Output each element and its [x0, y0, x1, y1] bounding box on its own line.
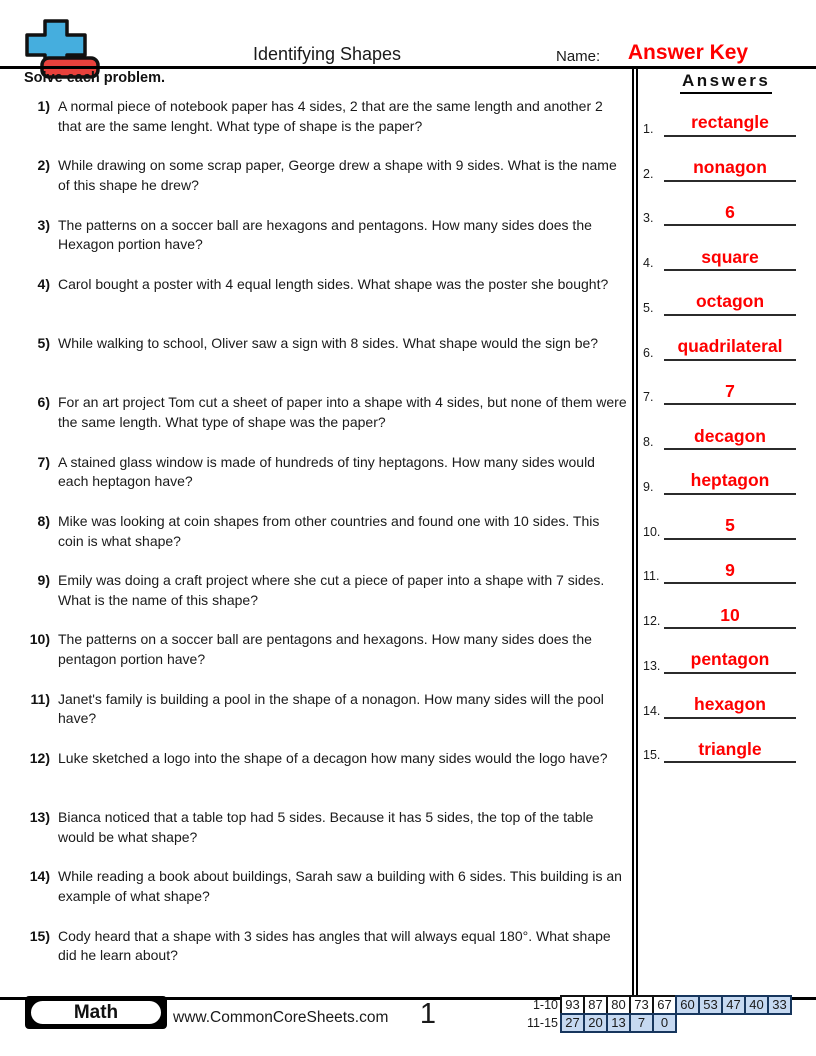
- answer-value: hexagon: [694, 694, 766, 715]
- score-cell: 73: [629, 995, 654, 1015]
- answer-value: pentagon: [690, 649, 770, 670]
- answer-number: 3.: [643, 211, 654, 226]
- answer-number: 7.: [643, 390, 654, 405]
- answer-number: 4.: [643, 256, 654, 271]
- question-text: Janet's family is building a pool in the shape of a nonagon. How many sides will the pool have?: [58, 690, 604, 727]
- answer-number: 8.: [643, 435, 654, 450]
- question-text: Mike was looking at coin shapes from other countries and found one with 10 sides. This coin is what shape?: [58, 512, 600, 549]
- answer-value: 9: [725, 559, 735, 580]
- answer-value: 7: [725, 380, 735, 401]
- answer-value: 10: [720, 604, 740, 625]
- answers-heading: Answers: [680, 71, 772, 94]
- website-url: www.CommonCoreSheets.com: [173, 1009, 389, 1026]
- answer-number: 5.: [643, 300, 654, 315]
- answer-row: [638, 720, 810, 765]
- answer-blank-line: [664, 601, 796, 629]
- answer-blank-line: [664, 735, 796, 763]
- question-row: [24, 927, 628, 986]
- question-row: [24, 156, 628, 215]
- answer-value: heptagon: [690, 470, 770, 491]
- header-divider-line: [0, 66, 816, 69]
- answer-key-label: Answer Key: [627, 41, 749, 64]
- answer-row: [638, 630, 810, 675]
- answer-row: [638, 585, 810, 630]
- score-table: [518, 995, 792, 1033]
- answer-number: 12.: [643, 614, 661, 629]
- score-cell: 40: [744, 995, 769, 1015]
- question-row: [24, 334, 628, 393]
- answer-blank-line: [664, 243, 796, 271]
- question-row: [24, 393, 628, 452]
- score-cell: 13: [606, 1013, 631, 1033]
- answer-blank-line: [664, 556, 796, 584]
- answer-row: [638, 406, 810, 451]
- question-text: A stained glass window is made of hundreds of tiny heptagons. How many sides would each heptagon have?: [58, 453, 595, 490]
- question-number: 14): [29, 868, 50, 885]
- question-number: 11): [30, 690, 50, 707]
- answer-number: 6.: [643, 345, 654, 360]
- subject-badge: [25, 996, 167, 1029]
- question-text: While walking to school, Oliver saw a sign with 8 sides. What shape would the sign be?: [58, 335, 599, 351]
- answer-blank-line: [664, 422, 796, 450]
- answer-number: 15.: [643, 748, 661, 763]
- question-row: [24, 690, 628, 749]
- question-number: 13): [29, 809, 50, 825]
- question-row: [24, 97, 628, 156]
- answer-blank-line: [664, 109, 796, 137]
- score-cell: 87: [583, 995, 608, 1015]
- question-row: [24, 512, 628, 571]
- score-cell: 20: [583, 1013, 608, 1033]
- answer-row: [638, 183, 810, 228]
- question-text: Bianca noticed that a table top had 5 sides. Because it has 5 sides, the top of the table would be what shape?: [58, 809, 594, 845]
- answer-blank-line: [664, 467, 796, 495]
- answer-blank-line: [664, 288, 796, 316]
- question-row: [24, 216, 628, 275]
- answer-value: square: [701, 246, 759, 267]
- score-cells-2: [562, 1013, 677, 1033]
- question-number: 4): [37, 275, 50, 292]
- answer-number: 9.: [643, 479, 654, 494]
- answer-row: [638, 93, 810, 138]
- answer-row: [638, 138, 810, 183]
- answer-row: [638, 451, 810, 496]
- page-number: 1: [419, 998, 437, 1030]
- score-cell: 33: [767, 995, 792, 1015]
- answer-value: quadrilateral: [677, 336, 783, 357]
- question-text: Cody heard that a shape with 3 sides has angles that will always equal 180°. What shape did he learn about?: [58, 927, 611, 964]
- score-cell: 93: [560, 995, 585, 1015]
- question-row: [24, 749, 628, 808]
- answer-value: rectangle: [691, 112, 769, 133]
- answer-blank-line: [664, 512, 796, 540]
- question-text: Luke sketched a logo into the shape of a decagon how many sides would the logo have?: [58, 749, 608, 766]
- answer-blank-line: [664, 377, 796, 405]
- score-cell: 60: [675, 995, 700, 1015]
- question-number: 3): [37, 216, 50, 233]
- answer-row: [638, 227, 810, 272]
- answer-row: [638, 496, 810, 541]
- score-row-1: [518, 995, 792, 1015]
- answer-number: 2.: [643, 166, 654, 181]
- score-cell: 53: [698, 995, 723, 1015]
- question-text: While drawing on some scrap paper, George drew a shape with 9 sides. What is the name of this shape he drew?: [58, 157, 617, 193]
- questions-list: [24, 97, 628, 986]
- score-row-label: 11-15: [526, 1016, 558, 1030]
- answer-value: octagon: [695, 291, 765, 312]
- question-row: [24, 630, 628, 689]
- question-row: [24, 571, 628, 630]
- answer-number: 13.: [643, 658, 661, 673]
- answer-number: 1.: [643, 121, 654, 136]
- question-row: [24, 808, 628, 867]
- score-cell: 27: [560, 1013, 585, 1033]
- answer-number: 11.: [643, 569, 660, 584]
- answer-number: 10.: [643, 524, 661, 539]
- score-row-2: [518, 1013, 792, 1033]
- answer-blank-line: [664, 691, 796, 719]
- answer-number: 14.: [643, 703, 661, 718]
- answer-value: 5: [725, 515, 735, 536]
- question-number: 10): [29, 631, 50, 648]
- score-row-label: 1-10: [532, 998, 558, 1012]
- question-text: A normal piece of notebook paper has 4 sides, 2 that are the same length and another 2 that are the same lenght. What type of shape is the paper?: [58, 98, 603, 134]
- answer-value: triangle: [698, 738, 762, 759]
- answer-blank-line: [664, 154, 796, 182]
- score-cell: 7: [629, 1013, 654, 1033]
- question-number: 12): [29, 749, 50, 766]
- answers-list: [638, 93, 810, 764]
- question-number: 8): [37, 512, 50, 529]
- question-text: Carol bought a poster with 4 equal length sides. What shape was the poster she bought?: [58, 275, 609, 292]
- answer-value: decagon: [694, 425, 766, 446]
- question-text: For an art project Tom cut a sheet of paper into a shape with 4 sides, but none of them were the same length. What type of shape was the paper?: [58, 394, 627, 430]
- score-cells-1: [562, 995, 792, 1015]
- answer-value: nonagon: [693, 157, 767, 178]
- question-row: [24, 453, 628, 512]
- question-number: 5): [37, 335, 50, 351]
- question-number: 9): [37, 572, 50, 588]
- answer-row: [638, 362, 810, 407]
- score-cell: 80: [606, 995, 631, 1015]
- question-number: 7): [37, 453, 50, 470]
- question-text: While reading a book about buildings, Sarah saw a building with 6 sides. This building is an example of what shape?: [58, 868, 622, 904]
- instruction-text: Solve each problem.: [24, 70, 166, 86]
- answer-blank-line: [664, 646, 796, 674]
- answer-row: [638, 541, 810, 586]
- question-text: The patterns on a soccer ball are pentagons and hexagons. How many sides does the pentagon portion have?: [58, 631, 592, 667]
- question-number: 6): [37, 394, 50, 411]
- answer-row: [638, 272, 810, 317]
- answer-row: [638, 317, 810, 362]
- answer-row: [638, 675, 810, 720]
- score-cell: 67: [652, 995, 677, 1015]
- question-text: The patterns on a soccer ball are hexagons and pentagons. How many sides does the Hexagon portion have?: [58, 216, 592, 253]
- question-row: [24, 275, 628, 334]
- name-label: Name:: [556, 48, 601, 65]
- question-number: 2): [37, 157, 50, 174]
- question-text: Emily was doing a craft project where she cut a piece of paper into a shape with 7 sides. What is the name of this shape?: [58, 572, 605, 608]
- answer-value: 6: [725, 201, 735, 222]
- question-number: 1): [37, 98, 50, 114]
- subject-badge-label: Math: [30, 1000, 162, 1025]
- page-title: Identifying Shapes: [252, 44, 402, 64]
- score-cell: 0: [652, 1013, 677, 1033]
- score-cell: 47: [721, 995, 746, 1015]
- answer-blank-line: [664, 333, 796, 361]
- question-row: [24, 867, 628, 926]
- answer-blank-line: [664, 198, 796, 226]
- question-number: 15): [29, 927, 50, 944]
